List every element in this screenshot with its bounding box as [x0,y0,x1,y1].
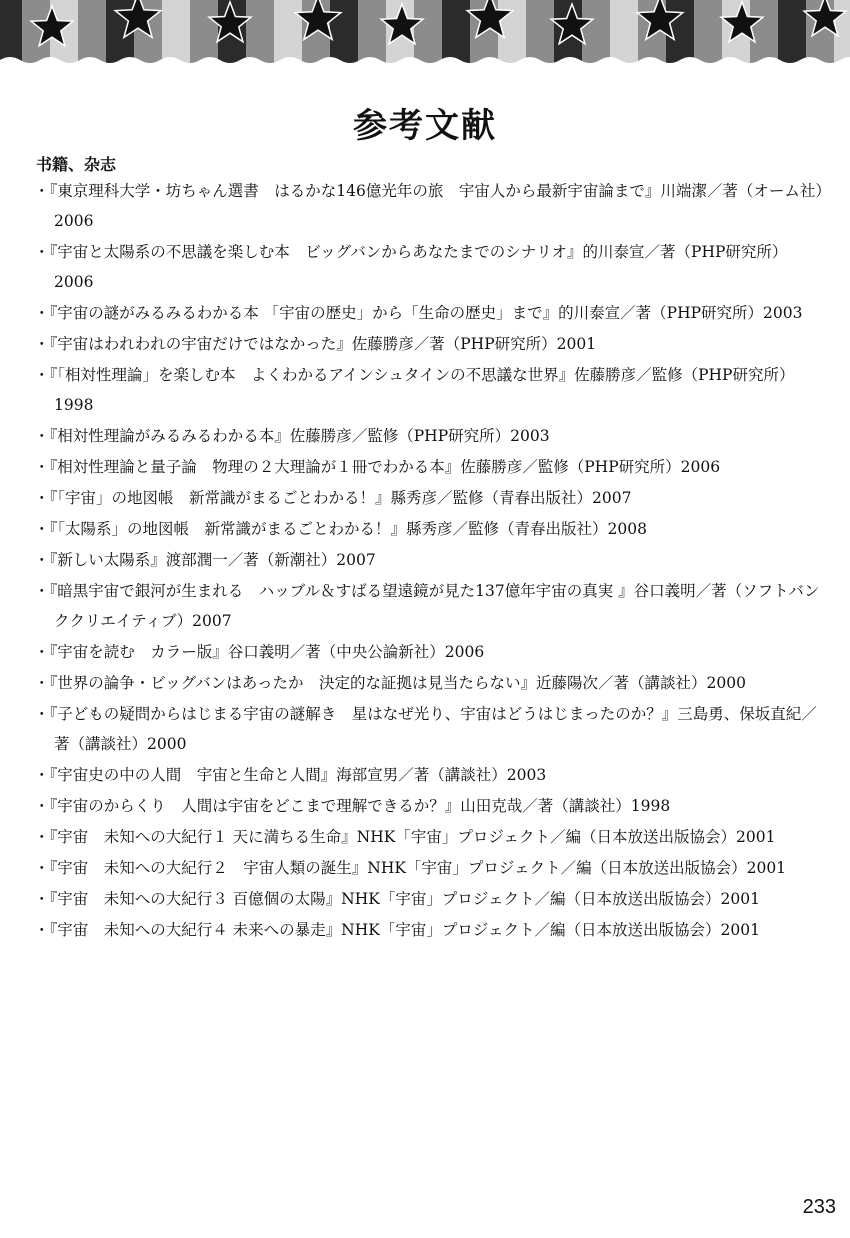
reference-item: ・『宇宙史の中の人間 宇宙と生命と人間』海部宣男／著（講談社）2003 [34,766,547,784]
reference-item: ・『相対性理論と量子論 物理の２大理論が１冊でわかる本』佐藤勝彦／監修（PHP研究所）2006 [34,458,721,476]
reference-item: ・『子どもの疑問からはじまる宇宙の謎解き 星はなぜ光り、宇宙はどうはじまったのか？』三島勇、保坂直紀／著（講談社）2000 [34,705,817,753]
reference-item: ・『宇宙の謎がみるみるわかる本 「宇宙の歴史」から「生命の歴史」まで』的川泰宣／著（PHP研究所）2003 [34,304,803,322]
reference-item: ・『東京理科大学・坊ちゃん選書 はるかな146億光年の旅 宇宙人から最新宇宙論まで』川端潔／著（オーム社）2006 [34,182,824,230]
reference-item: ・『宇宙のからくり 人間は宇宙をどこまで理解できるか？』山田克哉／著（講談社）1998 [34,797,671,815]
reference-item: ・『新しい太陽系』渡部潤一／著（新潮社）2007 [34,551,376,569]
reference-item: ・『「宇宙」の地図帳 新常識がまるごとわかる！』縣秀彦／監修（青春出版社）2007 [34,489,632,507]
reference-item: ・『宇宙 未知への大紀行３ 百億個の太陽』NHK「宇宙」プロジェクト／編（日本放送出版協会）2001 [34,890,760,908]
section-heading: 书籍、杂志 [36,155,117,174]
page-number: 233 [802,1196,836,1218]
reference-item: ・『相対性理論がみるみるわかる本』佐藤勝彦／監修（PHP研究所）2003 [34,427,550,445]
star-banner [0,0,850,72]
reference-item: ・『宇宙 未知への大紀行４ 未来への暴走』NHK「宇宙」プロジェクト／編（日本放送出版協会）2001 [34,921,760,939]
reference-item: ・『宇宙 未知への大紀行１ 天に満ちる生命』NHK「宇宙」プロジェクト／編（日本放送出版協会）2001 [34,828,776,846]
reference-item: ・『「相対性理論」を楽しむ本 よくわかるアインシュタインの不思議な世界』佐藤勝彦／監修（PHP研究所）1998 [34,366,795,414]
reference-item: ・『世界の論争・ビッグバンはあったか 決定的な証拠は見当たらない』近藤陽次／著（講談社）2000 [34,674,746,692]
reference-item: ・『宇宙 未知への大紀行２ 宇宙人類の誕生』NHK「宇宙」プロジェクト／編（日本放送出版協会）2001 [34,859,787,877]
reference-list [34,176,824,946]
reference-item: ・『暗黒宇宙で銀河が生まれる ハッブル＆すばる望遠鏡が見た137億年宇宙の真実 』谷口義明／著（ソフトバンククリエイティブ）2007 [34,582,820,630]
reference-item: ・『宇宙と太陽系の不思議を楽しむ本 ビッグバンからあなたまでのシナリオ』的川泰宣／著（PHP研究所）2006 [34,243,788,291]
star-banner-graphic [0,0,850,72]
reference-item: ・『「太陽系」の地図帳 新常識がまるごとわかる！』縣秀彦／監修（青春出版社）2008 [34,520,647,538]
page-title: 参考文献 [353,106,497,146]
reference-item: ・『宇宙はわれわれの宇宙だけではなかった』佐藤勝彦／著（PHP研究所）2001 [34,335,597,353]
reference-item: ・『宇宙を読む カラー版』谷口義明／著（中央公論新社）2006 [34,643,485,661]
